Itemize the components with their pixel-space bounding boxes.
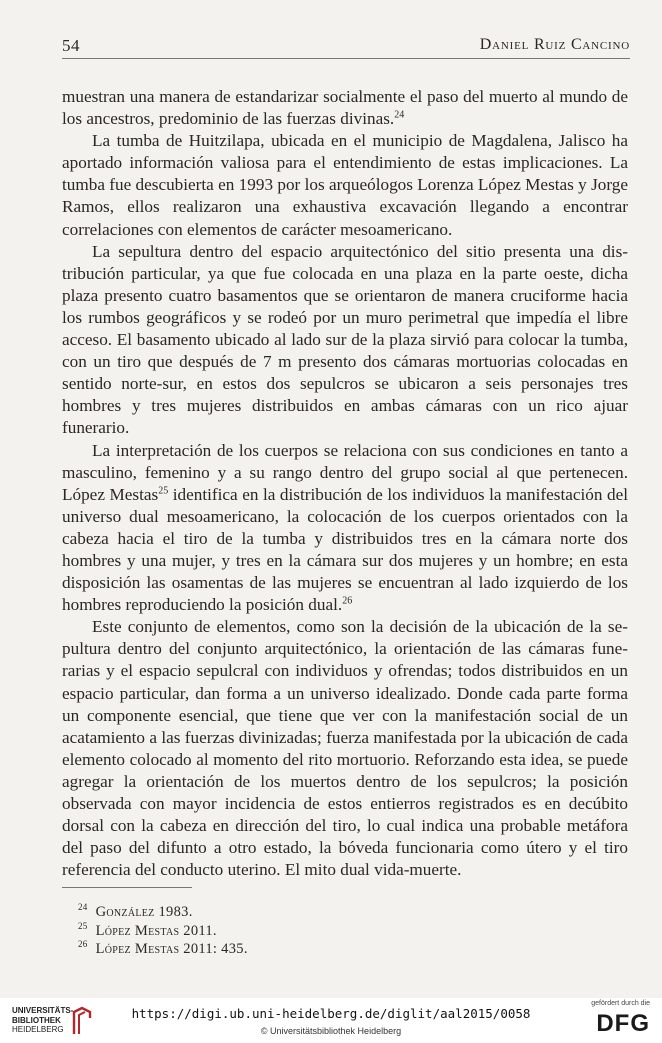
footnote: [78, 940, 248, 959]
library-name-line2: BIBLIOTHEK: [12, 1015, 61, 1025]
body-paragraph: [62, 616, 628, 881]
footnote-number: 24: [78, 902, 88, 913]
permalink-url[interactable]: https://digi.ub.uni-heidelberg.de/diglit/aal2015/0058: [131, 1006, 531, 1021]
footnote-number: 26: [78, 939, 88, 950]
dfg-logo[interactable]: DFG: [596, 1010, 650, 1037]
footnote-rule: [62, 887, 192, 888]
footnote-reference[interactable]: 24: [394, 109, 405, 121]
body-paragraph: [62, 130, 628, 240]
footnote: [78, 922, 248, 941]
paragraph-text: identifica en la distribución de los individuos la manifestación del universo dual mesoamericano, la colocación de los cuerpos orientados con la cabeza hacia el tiro de la tumba y distribuidos tres en la cámara norte dos hombres y una mujer, y tres en la cámara sur dos mujeres y un hombre; en esta disposición las osamentas de las mujeres se encuentran al lado izquierdo de los hombres reproduciendo la posición dual.: [62, 484, 628, 615]
funding-note: gefördert durch die: [591, 1000, 650, 1007]
running-head: Daniel Ruiz Cancino: [479, 36, 630, 53]
body-paragraph: [62, 86, 628, 130]
footnote: [78, 903, 248, 922]
page-number: 54: [62, 36, 80, 55]
footnote-reference[interactable]: 25: [158, 484, 169, 496]
library-name-line3: HEIDELBERG: [12, 1025, 64, 1034]
footnote-reference[interactable]: 26: [342, 595, 353, 607]
header-rule: [62, 58, 630, 59]
paragraph-text: La tumba de Huitzilapa, ubicada en el municipio de Magdalena, Jalisco ha aportado información valiosa para el entendimiento de estas implicaciones. La tumba fue descubierta en 1993 por los arqueólogos Lorenza López Mestas y Jorge Ramos, ellos realizaron una exhaustiva excavación llegando a encontrar correlaciones con elementos de carácter mesoamericano.: [62, 131, 628, 239]
paragraph-text: Este conjunto de elementos, como son la decisión de la ubicación de la sepultura dentro del conjunto arquitectónico, la orientación de las cámaras funerarias y el espacio sepulcral con individuos y ofrendas; todos distribuidos en un espacio particular, dan forma a un universo idealizado. Donde cada parte forma un componente esencial, que tiene que ver con la manifestación social de un acatamiento a las fuerzas divinizadas; fuerza manifestada por la ubicación de cada elemento colocado al momento del rito mortuorio. Reforzando esta idea, se puede agregar la orientación de los muertos dentro de los sepulcros; la posición observada con mayor incidencia de estos entierros registrados es en decúbito dorsal con la cabeza en dirección del tiro, lo cual indica una probable metáfora del paso del difunto a otro estado, la bóveda funcionaria como útero y el tiro referencia del conducto uterino. El mito dual vida-muerte.: [62, 617, 628, 880]
footnote-text: González 1983.: [95, 904, 193, 920]
paragraph-text: muestran una manera de estandarizar socialmente el paso del muerto al mundo de los ancestros, predominio de las fuerzas divinas.: [62, 87, 628, 129]
viewer-footer: [0, 998, 662, 1043]
body-paragraph: [62, 241, 628, 440]
body-paragraph: [62, 440, 628, 617]
footnote-number: 25: [78, 920, 88, 931]
library-name-line1: UNIVERSITÄTS-: [12, 1006, 74, 1015]
body-text: [62, 86, 628, 881]
footnote-text: López Mestas 2011: 435.: [95, 941, 248, 957]
footnotes: [78, 903, 248, 959]
page-header: [62, 36, 630, 56]
paragraph-text: La interpretación de los cuerpos se relaciona con sus condiciones en tanto a masculino, femenino y a su rango dentro del grupo social al que pertenecen. López Mestas: [62, 440, 628, 504]
footnote-text: López Mestas 2011.: [95, 922, 217, 939]
paragraph-text: La sepultura dentro del espacio arquitectónico del sitio presenta una distribución particular, ya que fue colocada en una plaza en la parte oeste, dicha plaza presento cuatro basamentos que se orientaron de manera cruciforme hacia los rumbos geográficos y se rodeó por un muro perimetral que impedía el libre acceso. El basamento ubicado al lado sur de la plaza sirvió para colocar la tumba, con un tiro que después de 7 m presento dos cámaras mortuorias colocadas en sentido norte-sur, en estos dos sepulcros se ubicaron a seis personajes tres hombres y tres mujeres distribuidos en ambas cámaras con un rico ajuar funerario.: [62, 241, 628, 438]
copyright-notice: © Universitätsbibliothek Heidelberg: [260, 1026, 402, 1036]
